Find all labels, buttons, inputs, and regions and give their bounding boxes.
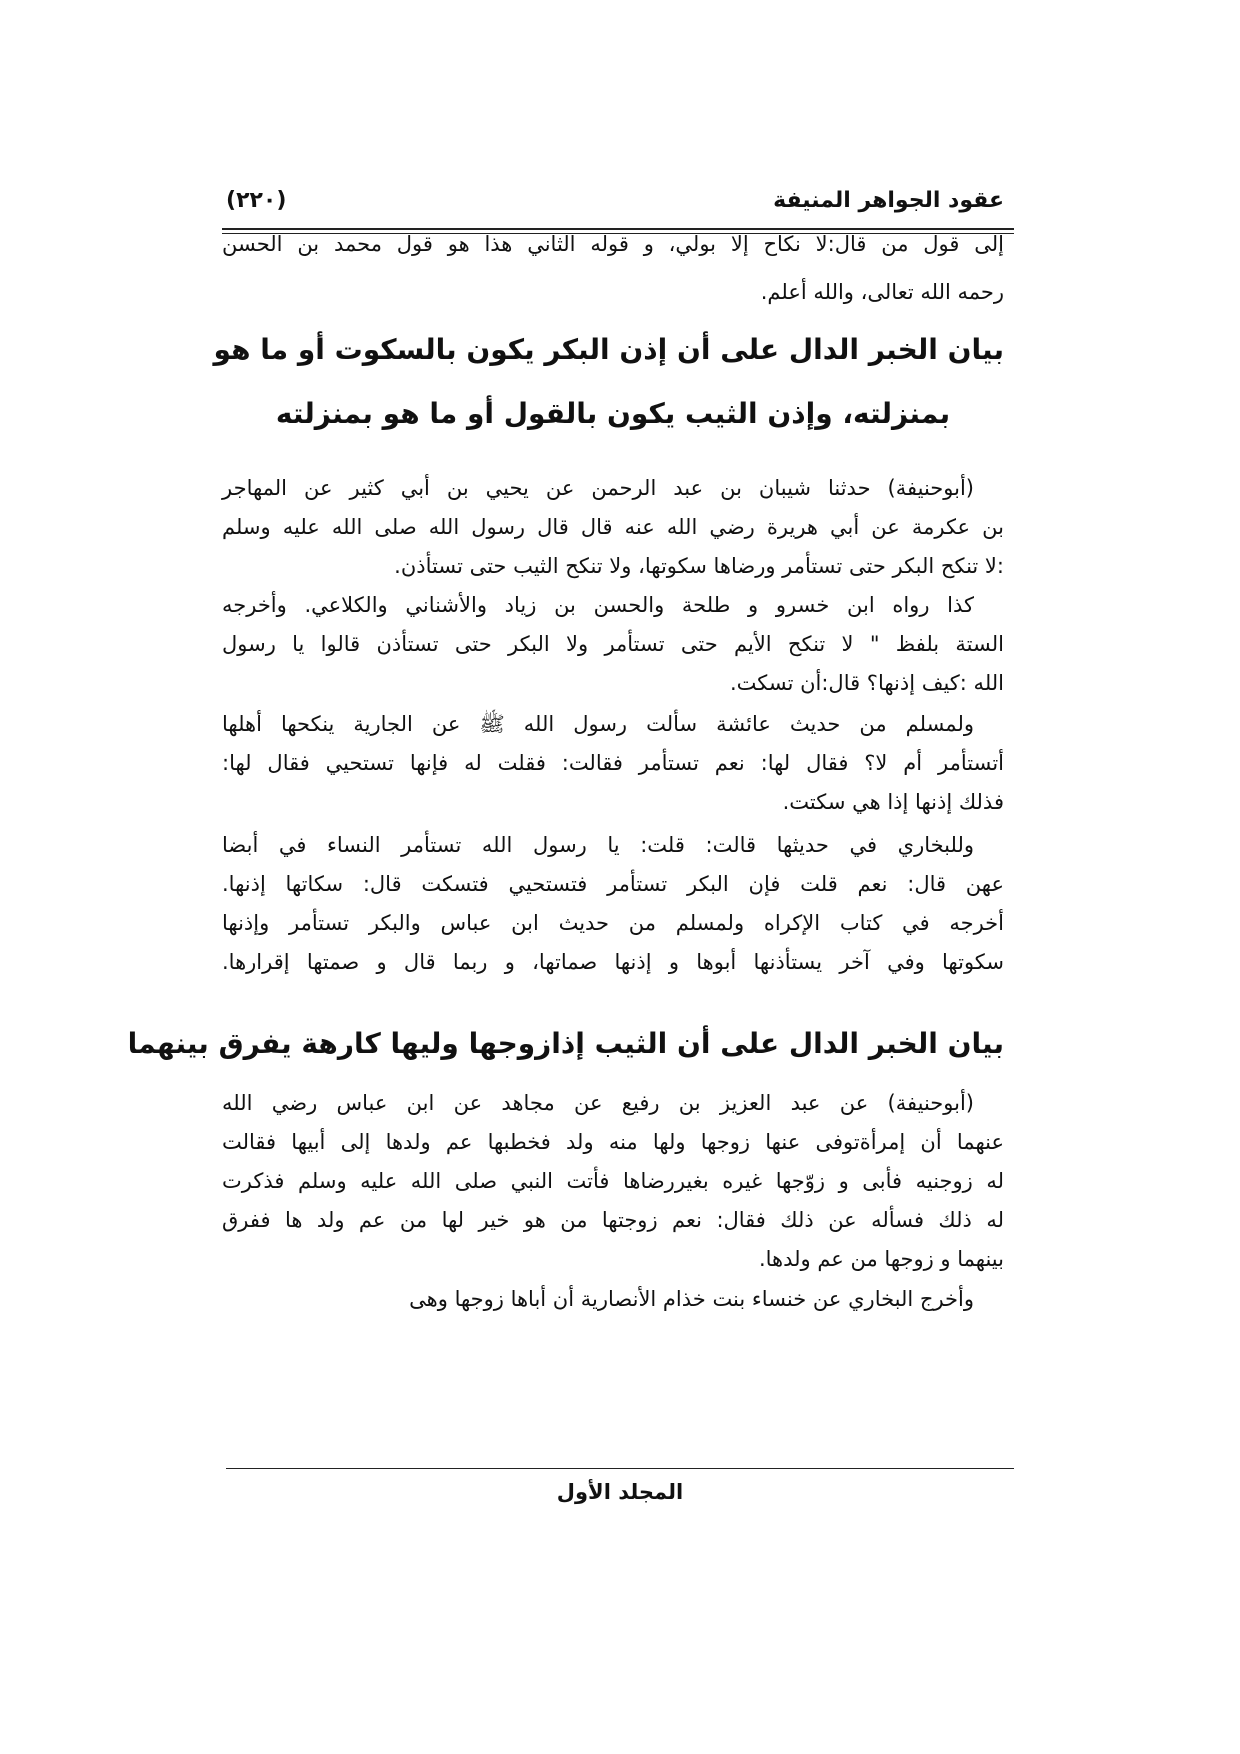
text-line: له زوجنيه فأبى و زوّجها غيره بغيررضاها فأتت النبي صلى الله عليه وسلم فذكرت bbox=[222, 1169, 1004, 1193]
section-heading: بمنزلته، وإذن الثيب يكون بالقول أو ما هو بمنزلته bbox=[275, 397, 951, 430]
text-line: سكوتها وفي آخر يستأذنها أبوها و إذنها صماتها، و ربما قال و صمتها إقرارها. bbox=[222, 950, 1004, 974]
text-line: ولمسلم من حديث عائشة سألت رسول الله ﷺ عن الجارية ينكحها أهلها bbox=[222, 712, 974, 736]
text-line: :لا تنكح البكر حتى تستأمر ورضاها سكوتها، ولا تنكح الثيب حتى تستأذن. bbox=[394, 554, 1004, 578]
text-line: عنهما أن إمرأةتوفى عنها زوجها ولها منه ولد فخطبها عم ولدها إلى أبيها فقالت bbox=[222, 1130, 1004, 1154]
text-line: وأخرج البخاري عن خنساء بنت خذام الأنصارية أن أباها زوجها وهى bbox=[409, 1287, 974, 1311]
text-line: الستة بلفظ " لا تنكح الأيم حتى تستأمر ولا البكر حتى تستأذن قالوا يا رسول bbox=[222, 632, 1004, 656]
text-line: كذا رواه ابن خسرو و طلحة والحسن بن زياد والأشناني والكلاعي. وأخرجه bbox=[222, 593, 974, 617]
text-line: إلى قول من قال:لا نكاح إلا بولي، و قوله الثاني هذا هو قول محمد بن الحسن bbox=[222, 232, 1004, 256]
section-heading: بيان الخبر الدال على أن إذن البكر يكون بالسكوت أو ما هو bbox=[213, 333, 1004, 366]
text-line: وللبخاري في حديثها قالت: قلت: يا رسول الله تستأمر النساء في أبضا bbox=[222, 833, 974, 857]
text-line: أخرجه في كتاب الإكراه ولمسلم من حديث ابن عباس والبكر تستأمر وإذنها bbox=[222, 911, 1004, 935]
volume-label: المجلد الأول bbox=[556, 1480, 684, 1504]
footer-rule bbox=[226, 1468, 1014, 1469]
text-line: بينهما و زوجها من عم ولدها. bbox=[758, 1247, 1004, 1271]
book-title: عقود الجواهر المنيفة bbox=[773, 188, 1004, 213]
section-heading: بيان الخبر الدال على أن الثيب إذازوجها وليها كارهة يفرق بينهما bbox=[127, 1027, 1004, 1060]
text-line: له ذلك فسأله عن ذلك فقال: نعم زوجتها من هو خير لها من عم ولد ها ففرق bbox=[222, 1208, 1004, 1232]
text-line: رحمه الله تعالى، والله أعلم. bbox=[760, 280, 1004, 304]
text-line: (أبوحنيفة) عن عبد العزيز بن رفيع عن مجاهد عن ابن عباس رضي الله bbox=[222, 1091, 974, 1115]
text-line: فذلك إذنها إذا هي سكتت. bbox=[782, 790, 1004, 814]
text-line: عهن قال: نعم قلت فإن البكر تستأمر فتستحيي فتسكت قال: سكاتها إذنها. bbox=[222, 872, 1004, 896]
text-line: أتستأمر أم لا؟ فقال لها: نعم تستأمر فقالت: فقلت له فإنها تستحيي فقال لها: bbox=[222, 751, 1004, 775]
text-line: بن عكرمة عن أبي هريرة رضي الله عنه قال قال رسول الله صلى الله عليه وسلم bbox=[222, 515, 1004, 539]
page-number: (٢٢٠) bbox=[226, 188, 287, 213]
text-line: الله :كيف إذنها؟ قال:أن تسكت. bbox=[729, 671, 1004, 695]
text-line: (أبوحنيفة) حدثنا شيبان بن عبد الرحمن عن يحيي بن أبي كثير عن المهاجر bbox=[222, 476, 974, 500]
